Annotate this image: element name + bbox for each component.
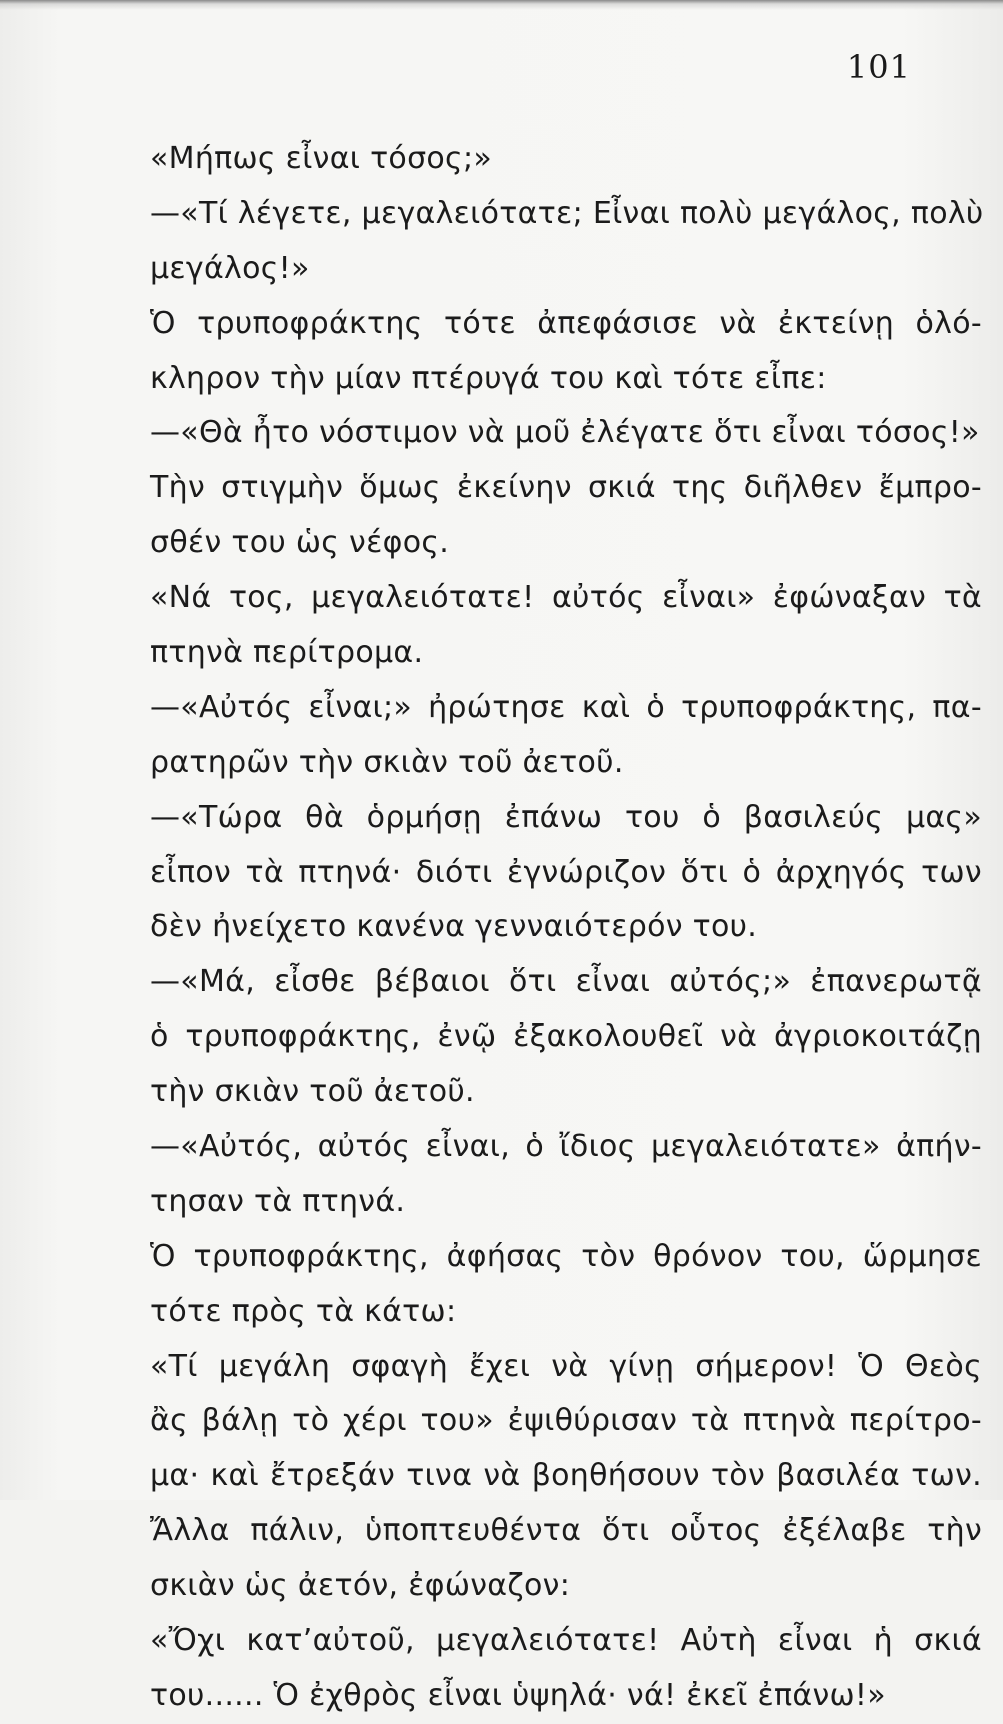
- text-line: εἶπον τὰ πτηνά· διότι ἐγνώριζον ὅτι ὁ ἀρχηγός των: [150, 854, 982, 890]
- text-line: δὲν ἠνείχετο κανένα γενναιότερόν του.: [150, 909, 758, 945]
- page-number: 101: [846, 48, 911, 86]
- text-line: —«Θὰ ἦτο νόστιμον νὰ μοῦ ἐλέγατε ὅτι εἶναι τόσος!»: [150, 415, 980, 451]
- text-line: «Νά τος, μεγαλειότατε! αὐτός εἶναι» ἐφώναξαν τὰ: [150, 580, 982, 616]
- text-line: Ἄλλα πάλιν, ὑποπτευθέντα ὅτι οὗτος ἐξέλαβε τὴν: [150, 1513, 982, 1549]
- text-line: μεγάλος!»: [150, 250, 310, 286]
- text-line: ἂς βάλῃ τὸ χέρι του» ἐψιθύρισαν τὰ πτηνὰ περίτρο-: [150, 1403, 982, 1439]
- text-line: «Τί μεγάλη σφαγὴ ἔχει νὰ γίνῃ σήμερον! Ὁ Θεὸς: [150, 1348, 982, 1384]
- text-line: Ὁ τρυποφράκτης, ἀφήσας τὸν θρόνον του, ὥρμησε: [150, 1238, 982, 1274]
- scan-edge-shadow: [0, 0, 1003, 10]
- text-line: —«Αὐτός, αὐτός εἶναι, ὁ ἴδιος μεγαλειότατε» ἀπήν-: [150, 1129, 982, 1165]
- text-line: —«Τώρα θὰ ὁρμήσῃ ἐπάνω του ὁ βασιλεύς μας»: [150, 799, 982, 835]
- text-line: μα· καὶ ἔτρεξάν τινα νὰ βοηθήσουν τὸν βασιλέα των.: [150, 1458, 982, 1494]
- text-line: —«Μά, εἶσθε βέβαιοι ὅτι εἶναι αὐτός;» ἐπανερωτᾷ: [150, 964, 982, 1000]
- text-line: —«Τί λέγετε, μεγαλειότατε; Εἶναι πολὺ μεγάλος, πολὺ: [150, 195, 984, 231]
- text-line: «Ὄχι κατ’αὐτοῦ, μεγαλειότατε! Αὐτὴ εἶναι ἡ σκιά: [150, 1623, 982, 1659]
- body-text: [150, 132, 982, 1724]
- text-line: πτηνὰ περίτρομα.: [150, 635, 424, 671]
- text-line: του...... Ὁ ἐχθρὸς εἶναι ὑψηλά· νά! ἐκεῖ ἐπάνω!»: [150, 1677, 886, 1713]
- text-line: τότε πρὸς τὰ κάτω:: [150, 1293, 457, 1329]
- text-line: σκιὰν ὡς ἀετόν, ἐφώναζον:: [150, 1568, 571, 1604]
- text-line: τὴν σκιὰν τοῦ ἀετοῦ.: [150, 1074, 475, 1110]
- text-line: σθέν του ὡς νέφος.: [150, 525, 450, 561]
- text-line: κληρον τὴν μίαν πτέρυγά του καὶ τότε εἶπε:: [150, 360, 827, 396]
- text-line: Τὴν στιγμὴν ὅμως ἐκείνην σκιά της διῆλθεν ἔμπρο-: [150, 470, 982, 506]
- text-line: Ὁ τρυποφράκτης τότε ἀπεφάσισε νὰ ἐκτείνῃ ὁλό-: [150, 305, 982, 341]
- text-line: —«Αὐτός εἶναι;» ἠρώτησε καὶ ὁ τρυποφράκτης, πα-: [150, 689, 982, 725]
- text-line: ρατηρῶν τὴν σκιὰν τοῦ ἀετοῦ.: [150, 744, 624, 780]
- text-line: ὁ τρυποφράκτης, ἐνῷ ἐξακολουθεῖ νὰ ἀγριοκοιτάζῃ: [150, 1019, 982, 1055]
- text-line: «Μήπως εἶναι τόσος;»: [150, 141, 493, 176]
- text-line: τησαν τὰ πτηνά.: [150, 1183, 406, 1219]
